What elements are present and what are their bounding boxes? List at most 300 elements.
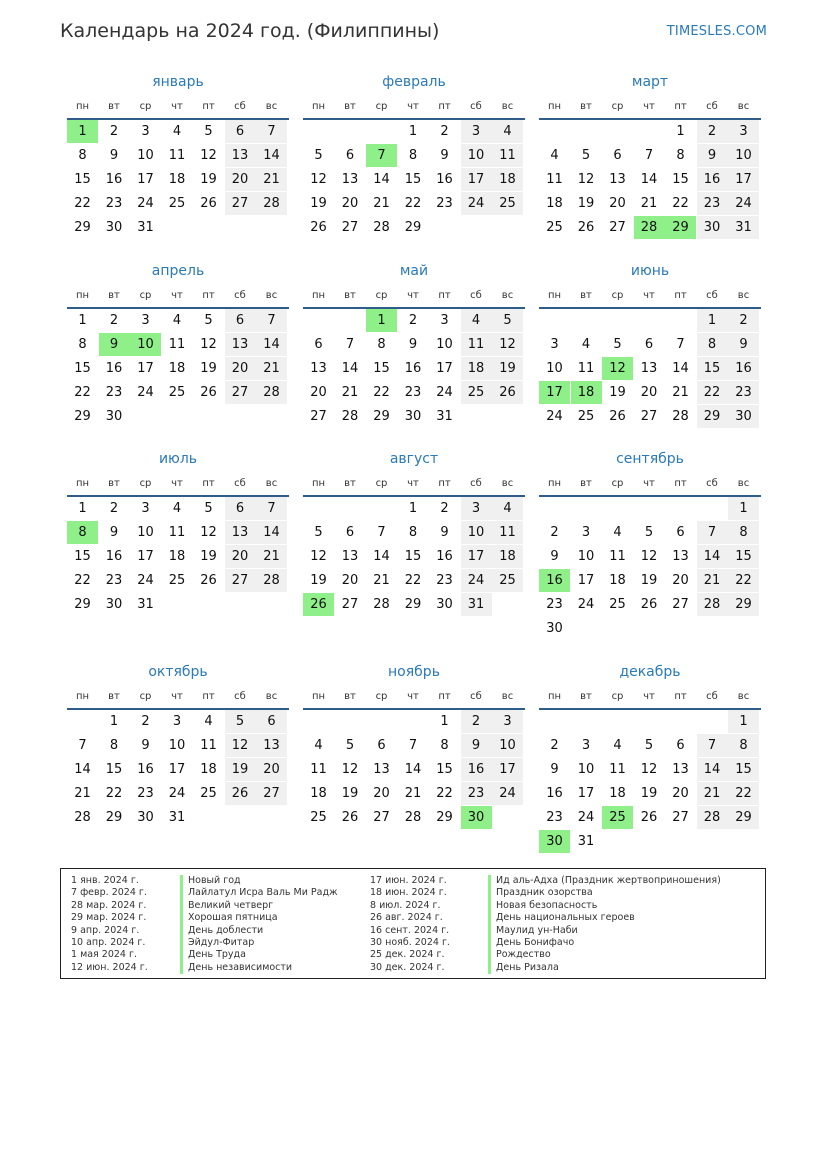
day-cell[interactable]: 11 <box>546 172 563 187</box>
day-cell[interactable]: 22 <box>74 196 91 211</box>
day-cell[interactable]: 3 <box>141 124 150 139</box>
day-cell[interactable]: 2 <box>109 313 119 328</box>
day-cell[interactable]: 14 <box>640 172 658 187</box>
day-cell[interactable]: 20 <box>310 385 327 400</box>
day-cell[interactable]: 6 <box>314 337 323 352</box>
day-cell[interactable]: 2 <box>697 120 728 143</box>
day-cell[interactable]: 4 <box>204 714 213 729</box>
day-cell[interactable]: 29 <box>697 405 728 428</box>
day-cell[interactable]: 1 <box>728 710 759 733</box>
day-cell[interactable]: 15 <box>373 361 390 376</box>
day-cell[interactable]: 12 <box>310 172 327 187</box>
day-cell[interactable]: 8 <box>377 337 386 352</box>
day-cell[interactable]: 20 <box>256 758 287 781</box>
day-cell[interactable]: 25 <box>461 381 492 404</box>
day-cell[interactable]: 17 <box>461 168 492 191</box>
day-cell[interactable]: 28 <box>373 220 390 235</box>
day-cell[interactable]: 9 <box>550 762 559 777</box>
day-cell[interactable]: 9 <box>461 734 492 757</box>
day-cell[interactable]: 5 <box>314 525 323 540</box>
day-cell[interactable]: 6 <box>256 710 287 733</box>
day-cell[interactable]: 17 <box>577 786 595 801</box>
day-cell[interactable]: 5 <box>204 501 213 516</box>
day-cell[interactable]: 21 <box>640 196 658 211</box>
holiday-day-cell[interactable]: 26 <box>303 593 334 616</box>
day-cell[interactable]: 1 <box>408 124 418 139</box>
day-cell[interactable]: 23 <box>546 597 563 612</box>
day-cell[interactable]: 6 <box>676 525 685 540</box>
day-cell[interactable]: 17 <box>436 361 453 376</box>
day-cell[interactable]: 14 <box>373 549 390 564</box>
day-cell[interactable]: 14 <box>341 361 359 376</box>
day-cell[interactable]: 4 <box>613 738 622 753</box>
day-cell[interactable]: 16 <box>436 172 453 187</box>
day-cell[interactable]: 19 <box>341 786 359 801</box>
day-cell[interactable]: 9 <box>109 525 119 540</box>
day-cell[interactable]: 30 <box>728 405 759 428</box>
day-cell[interactable]: 10 <box>728 144 759 167</box>
day-cell[interactable]: 28 <box>404 810 422 825</box>
day-cell[interactable]: 3 <box>461 497 492 520</box>
day-cell[interactable]: 3 <box>440 313 449 328</box>
day-cell[interactable]: 9 <box>109 148 119 163</box>
day-cell[interactable]: 10 <box>461 144 492 167</box>
day-cell[interactable]: 11 <box>609 762 626 777</box>
day-cell[interactable]: 22 <box>105 786 123 801</box>
day-cell[interactable]: 5 <box>644 738 654 753</box>
holiday-day-cell[interactable]: 1 <box>366 309 397 332</box>
day-cell[interactable]: 1 <box>440 714 449 729</box>
day-cell[interactable]: 30 <box>697 216 728 239</box>
day-cell[interactable]: 21 <box>373 573 390 588</box>
day-cell[interactable]: 21 <box>341 385 359 400</box>
holiday-day-cell[interactable]: 25 <box>602 806 633 829</box>
day-cell[interactable]: 6 <box>225 120 256 143</box>
holiday-day-cell[interactable]: 30 <box>539 830 570 853</box>
day-cell[interactable]: 29 <box>728 593 759 616</box>
day-cell[interactable]: 28 <box>74 810 91 825</box>
day-cell[interactable]: 5 <box>204 313 213 328</box>
day-cell[interactable]: 3 <box>581 525 591 540</box>
day-cell[interactable]: 15 <box>74 172 91 187</box>
day-cell[interactable]: 8 <box>109 738 119 753</box>
day-cell[interactable]: 26 <box>640 597 658 612</box>
day-cell[interactable]: 24 <box>577 810 595 825</box>
day-cell[interactable]: 14 <box>404 762 422 777</box>
day-cell[interactable]: 27 <box>341 597 359 612</box>
day-cell[interactable]: 15 <box>74 361 91 376</box>
day-cell[interactable]: 15 <box>105 762 123 777</box>
brand-logo[interactable]: TIMESLES.COM <box>666 24 767 39</box>
day-cell[interactable]: 10 <box>546 361 563 376</box>
day-cell[interactable]: 22 <box>436 786 453 801</box>
day-cell[interactable]: 12 <box>341 762 359 777</box>
day-cell[interactable]: 8 <box>78 148 87 163</box>
day-cell[interactable]: 20 <box>640 385 658 400</box>
day-cell[interactable]: 18 <box>492 545 523 568</box>
day-cell[interactable]: 11 <box>577 361 595 376</box>
day-cell[interactable]: 12 <box>492 333 523 356</box>
day-cell[interactable]: 21 <box>373 196 390 211</box>
day-cell[interactable]: 5 <box>581 148 591 163</box>
day-cell[interactable]: 4 <box>172 313 182 328</box>
day-cell[interactable]: 5 <box>225 710 256 733</box>
day-cell[interactable]: 15 <box>697 357 728 380</box>
day-cell[interactable]: 29 <box>436 810 453 825</box>
day-cell[interactable]: 26 <box>200 573 217 588</box>
day-cell[interactable]: 28 <box>697 806 728 829</box>
day-cell[interactable]: 20 <box>225 545 256 568</box>
day-cell[interactable]: 19 <box>310 573 327 588</box>
day-cell[interactable]: 22 <box>404 573 422 588</box>
day-cell[interactable]: 21 <box>672 385 689 400</box>
day-cell[interactable]: 27 <box>310 409 327 424</box>
day-cell[interactable]: 17 <box>461 545 492 568</box>
day-cell[interactable]: 18 <box>200 762 217 777</box>
day-cell[interactable]: 27 <box>225 381 256 404</box>
day-cell[interactable]: 20 <box>672 573 689 588</box>
day-cell[interactable]: 24 <box>436 385 453 400</box>
day-cell[interactable]: 26 <box>640 810 658 825</box>
holiday-day-cell[interactable]: 12 <box>602 357 633 380</box>
day-cell[interactable]: 20 <box>341 573 359 588</box>
day-cell[interactable]: 9 <box>697 144 728 167</box>
day-cell[interactable]: 4 <box>461 309 492 332</box>
day-cell[interactable]: 2 <box>461 710 492 733</box>
day-cell[interactable]: 18 <box>546 196 563 211</box>
day-cell[interactable]: 30 <box>546 621 563 636</box>
day-cell[interactable]: 19 <box>492 357 523 380</box>
day-cell[interactable]: 31 <box>461 593 492 616</box>
day-cell[interactable]: 29 <box>728 806 759 829</box>
day-cell[interactable]: 13 <box>672 549 689 564</box>
day-cell[interactable]: 29 <box>404 597 422 612</box>
day-cell[interactable]: 22 <box>404 196 422 211</box>
day-cell[interactable]: 2 <box>440 501 449 516</box>
day-cell[interactable]: 22 <box>728 782 759 805</box>
day-cell[interactable]: 13 <box>225 521 256 544</box>
day-cell[interactable]: 24 <box>137 196 154 211</box>
day-cell[interactable]: 7 <box>377 525 386 540</box>
day-cell[interactable]: 2 <box>550 525 559 540</box>
day-cell[interactable]: 13 <box>225 333 256 356</box>
holiday-day-cell[interactable]: 29 <box>665 216 696 239</box>
day-cell[interactable]: 17 <box>137 549 154 564</box>
holiday-day-cell[interactable]: 10 <box>130 333 161 356</box>
day-cell[interactable]: 10 <box>137 525 154 540</box>
day-cell[interactable]: 16 <box>546 786 563 801</box>
day-cell[interactable]: 26 <box>577 220 595 235</box>
day-cell[interactable]: 5 <box>345 738 355 753</box>
day-cell[interactable]: 13 <box>341 172 359 187</box>
day-cell[interactable]: 29 <box>74 597 91 612</box>
day-cell[interactable]: 19 <box>577 196 595 211</box>
day-cell[interactable]: 10 <box>577 762 595 777</box>
day-cell[interactable]: 22 <box>373 385 390 400</box>
day-cell[interactable]: 2 <box>440 124 449 139</box>
holiday-day-cell[interactable]: 30 <box>461 806 492 829</box>
day-cell[interactable]: 7 <box>676 337 685 352</box>
day-cell[interactable]: 19 <box>310 196 327 211</box>
day-cell[interactable]: 28 <box>256 569 287 592</box>
day-cell[interactable]: 10 <box>168 738 186 753</box>
day-cell[interactable]: 23 <box>697 192 728 215</box>
day-cell[interactable]: 3 <box>550 337 559 352</box>
day-cell[interactable]: 1 <box>78 501 87 516</box>
day-cell[interactable]: 14 <box>256 333 287 356</box>
day-cell[interactable]: 10 <box>577 549 595 564</box>
day-cell[interactable]: 6 <box>377 738 386 753</box>
holiday-day-cell[interactable]: 1 <box>67 120 98 143</box>
day-cell[interactable]: 13 <box>373 762 390 777</box>
day-cell[interactable]: 12 <box>577 172 595 187</box>
day-cell[interactable]: 6 <box>345 525 355 540</box>
holiday-day-cell[interactable]: 28 <box>634 216 665 239</box>
day-cell[interactable]: 31 <box>168 810 186 825</box>
day-cell[interactable]: 16 <box>436 549 453 564</box>
day-cell[interactable]: 9 <box>728 333 759 356</box>
day-cell[interactable]: 23 <box>105 385 123 400</box>
day-cell[interactable]: 27 <box>225 192 256 215</box>
day-cell[interactable]: 12 <box>225 734 256 757</box>
day-cell[interactable]: 11 <box>200 738 217 753</box>
day-cell[interactable]: 27 <box>609 220 626 235</box>
day-cell[interactable]: 10 <box>492 734 523 757</box>
day-cell[interactable]: 19 <box>200 172 217 187</box>
day-cell[interactable]: 30 <box>137 810 154 825</box>
day-cell[interactable]: 18 <box>168 361 186 376</box>
day-cell[interactable]: 5 <box>314 148 323 163</box>
day-cell[interactable]: 17 <box>168 762 186 777</box>
day-cell[interactable]: 19 <box>640 786 658 801</box>
day-cell[interactable]: 11 <box>609 549 626 564</box>
day-cell[interactable]: 30 <box>404 409 422 424</box>
day-cell[interactable]: 12 <box>200 148 217 163</box>
day-cell[interactable]: 25 <box>310 810 327 825</box>
day-cell[interactable]: 3 <box>461 120 492 143</box>
day-cell[interactable]: 1 <box>109 714 119 729</box>
day-cell[interactable]: 16 <box>697 168 728 191</box>
day-cell[interactable]: 29 <box>404 220 422 235</box>
day-cell[interactable]: 24 <box>461 192 492 215</box>
day-cell[interactable]: 9 <box>141 738 150 753</box>
holiday-day-cell[interactable]: 16 <box>539 569 570 592</box>
day-cell[interactable]: 20 <box>609 196 626 211</box>
day-cell[interactable]: 16 <box>461 758 492 781</box>
day-cell[interactable]: 15 <box>404 549 422 564</box>
day-cell[interactable]: 25 <box>546 220 563 235</box>
day-cell[interactable]: 28 <box>373 597 390 612</box>
day-cell[interactable]: 5 <box>492 309 523 332</box>
day-cell[interactable]: 18 <box>168 549 186 564</box>
day-cell[interactable]: 7 <box>256 309 287 332</box>
day-cell[interactable]: 11 <box>492 144 523 167</box>
day-cell[interactable]: 25 <box>168 385 186 400</box>
day-cell[interactable]: 11 <box>310 762 327 777</box>
day-cell[interactable]: 2 <box>550 738 559 753</box>
day-cell[interactable]: 18 <box>609 786 626 801</box>
day-cell[interactable]: 4 <box>314 738 323 753</box>
day-cell[interactable]: 29 <box>373 409 390 424</box>
day-cell[interactable]: 22 <box>672 196 689 211</box>
day-cell[interactable]: 31 <box>137 597 154 612</box>
day-cell[interactable]: 8 <box>728 734 759 757</box>
day-cell[interactable]: 27 <box>256 782 287 805</box>
day-cell[interactable]: 18 <box>609 573 626 588</box>
day-cell[interactable]: 11 <box>492 521 523 544</box>
day-cell[interactable]: 1 <box>728 497 759 520</box>
day-cell[interactable]: 31 <box>137 220 154 235</box>
day-cell[interactable]: 26 <box>609 409 626 424</box>
day-cell[interactable]: 6 <box>345 148 355 163</box>
day-cell[interactable]: 19 <box>200 361 217 376</box>
day-cell[interactable]: 27 <box>373 810 390 825</box>
day-cell[interactable]: 31 <box>577 834 595 849</box>
day-cell[interactable]: 26 <box>310 220 327 235</box>
day-cell[interactable]: 13 <box>640 361 658 376</box>
day-cell[interactable]: 8 <box>408 148 418 163</box>
day-cell[interactable]: 18 <box>492 168 523 191</box>
day-cell[interactable]: 12 <box>310 549 327 564</box>
day-cell[interactable]: 9 <box>550 549 559 564</box>
day-cell[interactable]: 4 <box>492 497 523 520</box>
day-cell[interactable]: 3 <box>581 738 591 753</box>
day-cell[interactable]: 22 <box>74 573 91 588</box>
day-cell[interactable]: 23 <box>728 381 759 404</box>
day-cell[interactable]: 15 <box>728 545 759 568</box>
day-cell[interactable]: 3 <box>492 710 523 733</box>
holiday-day-cell[interactable]: 18 <box>571 381 602 404</box>
day-cell[interactable]: 25 <box>492 192 523 215</box>
day-cell[interactable]: 15 <box>74 549 91 564</box>
day-cell[interactable]: 21 <box>697 569 728 592</box>
day-cell[interactable]: 24 <box>577 597 595 612</box>
day-cell[interactable]: 20 <box>225 168 256 191</box>
day-cell[interactable]: 18 <box>168 172 186 187</box>
day-cell[interactable]: 23 <box>436 573 453 588</box>
day-cell[interactable]: 21 <box>256 545 287 568</box>
day-cell[interactable]: 7 <box>256 497 287 520</box>
day-cell[interactable]: 10 <box>461 521 492 544</box>
day-cell[interactable]: 24 <box>492 782 523 805</box>
day-cell[interactable]: 19 <box>200 549 217 564</box>
day-cell[interactable]: 25 <box>577 409 595 424</box>
day-cell[interactable]: 24 <box>461 569 492 592</box>
day-cell[interactable]: 24 <box>728 192 759 215</box>
day-cell[interactable]: 4 <box>581 337 591 352</box>
day-cell[interactable]: 22 <box>728 569 759 592</box>
day-cell[interactable]: 16 <box>404 361 422 376</box>
day-cell[interactable]: 23 <box>436 196 453 211</box>
day-cell[interactable]: 14 <box>256 521 287 544</box>
day-cell[interactable]: 7 <box>697 521 728 544</box>
day-cell[interactable]: 19 <box>225 758 256 781</box>
day-cell[interactable]: 26 <box>492 381 523 404</box>
day-cell[interactable]: 17 <box>577 573 595 588</box>
day-cell[interactable]: 28 <box>697 593 728 616</box>
day-cell[interactable]: 2 <box>728 309 759 332</box>
day-cell[interactable]: 14 <box>256 144 287 167</box>
day-cell[interactable]: 25 <box>168 196 186 211</box>
day-cell[interactable]: 13 <box>341 549 359 564</box>
day-cell[interactable]: 8 <box>408 525 418 540</box>
day-cell[interactable]: 26 <box>341 810 359 825</box>
day-cell[interactable]: 17 <box>728 168 759 191</box>
day-cell[interactable]: 27 <box>341 220 359 235</box>
day-cell[interactable]: 25 <box>492 569 523 592</box>
day-cell[interactable]: 2 <box>141 714 150 729</box>
day-cell[interactable]: 19 <box>640 573 658 588</box>
day-cell[interactable]: 27 <box>225 569 256 592</box>
day-cell[interactable]: 21 <box>697 782 728 805</box>
day-cell[interactable]: 3 <box>141 313 150 328</box>
day-cell[interactable]: 30 <box>105 220 123 235</box>
day-cell[interactable]: 16 <box>105 549 123 564</box>
day-cell[interactable]: 26 <box>225 782 256 805</box>
day-cell[interactable]: 2 <box>109 124 119 139</box>
day-cell[interactable]: 25 <box>200 786 217 801</box>
day-cell[interactable]: 8 <box>676 148 685 163</box>
day-cell[interactable]: 23 <box>404 385 422 400</box>
day-cell[interactable]: 29 <box>105 810 123 825</box>
day-cell[interactable]: 6 <box>676 738 685 753</box>
day-cell[interactable]: 4 <box>613 525 622 540</box>
day-cell[interactable]: 1 <box>676 124 685 139</box>
day-cell[interactable]: 12 <box>200 525 217 540</box>
day-cell[interactable]: 17 <box>137 172 154 187</box>
day-cell[interactable]: 24 <box>546 409 563 424</box>
day-cell[interactable]: 3 <box>728 120 759 143</box>
day-cell[interactable]: 30 <box>105 597 123 612</box>
day-cell[interactable]: 25 <box>168 573 186 588</box>
day-cell[interactable]: 5 <box>204 124 213 139</box>
day-cell[interactable]: 7 <box>408 738 418 753</box>
day-cell[interactable]: 22 <box>74 385 91 400</box>
day-cell[interactable]: 13 <box>225 144 256 167</box>
day-cell[interactable]: 2 <box>408 313 418 328</box>
day-cell[interactable]: 4 <box>492 120 523 143</box>
day-cell[interactable]: 4 <box>550 148 559 163</box>
holiday-day-cell[interactable]: 9 <box>99 333 130 356</box>
day-cell[interactable]: 17 <box>492 758 523 781</box>
day-cell[interactable]: 28 <box>256 381 287 404</box>
day-cell[interactable]: 11 <box>168 337 186 352</box>
day-cell[interactable]: 14 <box>697 545 728 568</box>
day-cell[interactable]: 20 <box>225 357 256 380</box>
holiday-day-cell[interactable]: 8 <box>67 521 98 544</box>
day-cell[interactable]: 8 <box>440 738 449 753</box>
day-cell[interactable]: 12 <box>200 337 217 352</box>
day-cell[interactable]: 6 <box>644 337 654 352</box>
day-cell[interactable]: 31 <box>728 216 759 239</box>
day-cell[interactable]: 1 <box>697 309 728 332</box>
day-cell[interactable]: 17 <box>137 361 154 376</box>
day-cell[interactable]: 21 <box>256 168 287 191</box>
day-cell[interactable]: 20 <box>341 196 359 211</box>
day-cell[interactable]: 8 <box>728 521 759 544</box>
holiday-day-cell[interactable]: 7 <box>366 144 397 167</box>
day-cell[interactable]: 1 <box>78 313 87 328</box>
day-cell[interactable]: 6 <box>225 309 256 332</box>
day-cell[interactable]: 14 <box>697 758 728 781</box>
day-cell[interactable]: 6 <box>225 497 256 520</box>
day-cell[interactable]: 14 <box>74 762 91 777</box>
day-cell[interactable]: 20 <box>672 786 689 801</box>
day-cell[interactable]: 23 <box>546 810 563 825</box>
day-cell[interactable]: 1 <box>408 501 418 516</box>
day-cell[interactable]: 27 <box>640 409 658 424</box>
day-cell[interactable]: 4 <box>172 124 182 139</box>
